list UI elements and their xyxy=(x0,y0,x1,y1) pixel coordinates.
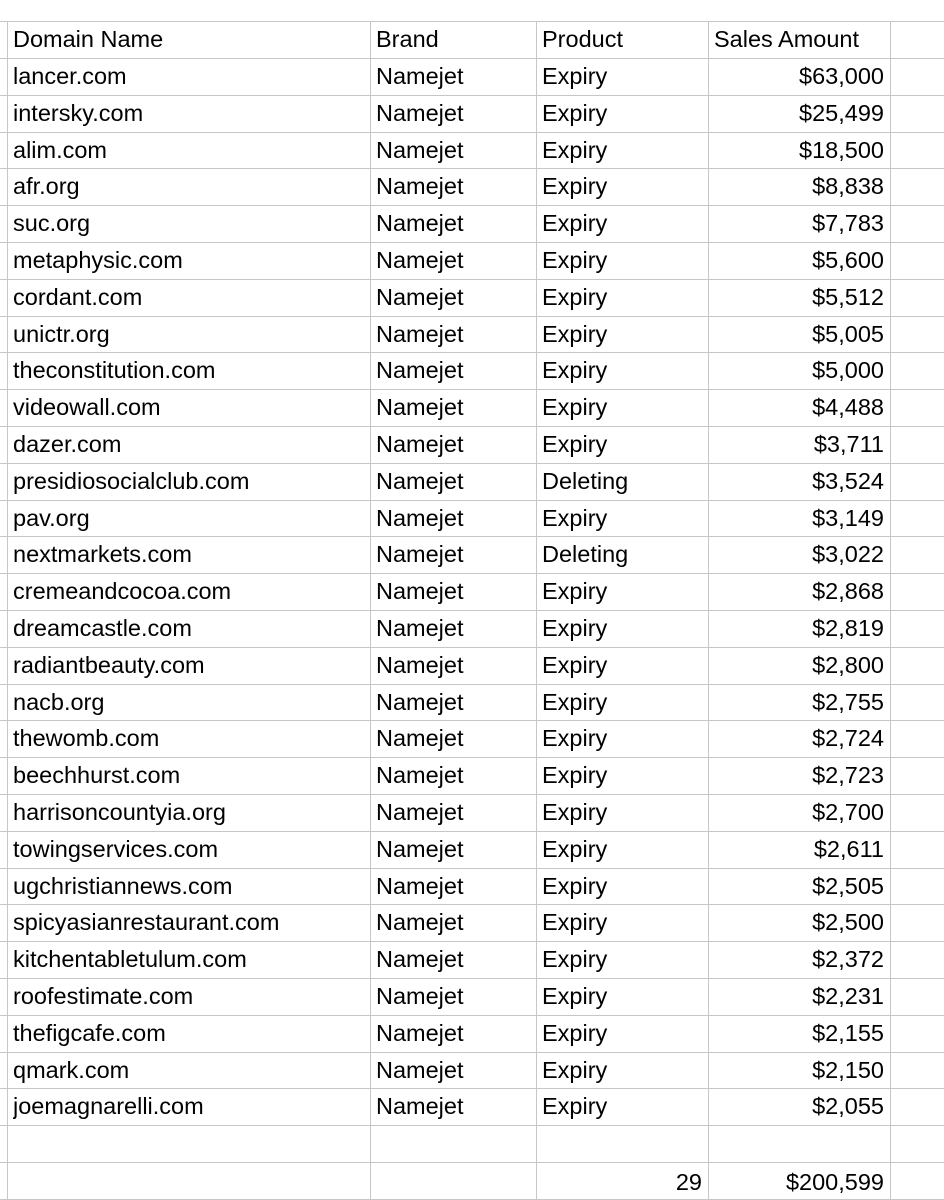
cell-domain-name[interactable]: lancer.com xyxy=(13,63,127,89)
cell-domain-name[interactable]: nacb.org xyxy=(13,689,105,715)
cell-brand[interactable]: Namejet xyxy=(376,100,464,126)
cell-brand[interactable]: Namejet xyxy=(376,652,464,678)
cell-domain-name[interactable]: alim.com xyxy=(13,137,108,163)
cell-domain-name[interactable]: cremeandcocoa.com xyxy=(13,578,232,604)
column-gridline xyxy=(370,21,371,1200)
cell-brand[interactable]: Namejet xyxy=(376,762,464,788)
cell-product[interactable]: Expiry xyxy=(542,137,608,163)
cell-sales-amount[interactable]: $2,505 xyxy=(812,873,884,899)
cell-domain-name[interactable]: cordant.com xyxy=(13,284,143,310)
cell-sales-amount[interactable]: $2,500 xyxy=(812,909,884,935)
cell-product[interactable]: Expiry xyxy=(542,725,608,751)
cell-product[interactable]: Expiry xyxy=(542,505,608,531)
row-gridline xyxy=(0,279,944,280)
cell-brand[interactable]: Namejet xyxy=(376,284,464,310)
cell-domain-name[interactable]: thefigcafe.com xyxy=(13,1020,166,1046)
cell-product[interactable]: Expiry xyxy=(542,689,608,715)
cell-sales-amount[interactable]: $2,723 xyxy=(812,762,884,788)
row-gridline xyxy=(0,426,944,427)
cell-brand[interactable]: Namejet xyxy=(376,946,464,972)
cell-sales-amount[interactable]: $7,783 xyxy=(812,210,884,236)
cell-sales-amount[interactable]: $2,055 xyxy=(812,1093,884,1119)
cell-product[interactable]: Expiry xyxy=(542,284,608,310)
cell-sales-amount[interactable]: $18,500 xyxy=(799,137,884,163)
cell-product[interactable]: Expiry xyxy=(542,983,608,1009)
cell-product[interactable]: Expiry xyxy=(542,946,608,972)
row-gridline xyxy=(0,316,944,317)
cell-sales-amount[interactable]: $2,755 xyxy=(812,689,884,715)
cell-domain-name[interactable]: towingservices.com xyxy=(13,836,219,862)
column-gridline xyxy=(536,21,537,1200)
cell-domain-name[interactable]: theconstitution.com xyxy=(13,357,216,383)
row-gridline xyxy=(0,95,944,96)
cell-brand[interactable]: Namejet xyxy=(376,689,464,715)
row-gridline xyxy=(0,647,944,648)
cell-domain-name[interactable]: ugchristiannews.com xyxy=(13,873,233,899)
cell-domain-name[interactable]: radiantbeauty.com xyxy=(13,652,205,678)
row-gridline xyxy=(0,242,944,243)
cell-domain-name[interactable]: harrisoncountyia.org xyxy=(13,799,226,825)
cell-product[interactable]: Expiry xyxy=(542,321,608,347)
cell-sales-amount[interactable]: $2,150 xyxy=(812,1057,884,1083)
column-gridline xyxy=(7,21,8,1200)
cell-domain-name[interactable]: metaphysic.com xyxy=(13,247,183,273)
cell-product[interactable]: Expiry xyxy=(542,615,608,641)
cell-sales-amount[interactable]: $2,868 xyxy=(812,578,884,604)
cell-product[interactable]: Expiry xyxy=(542,1093,608,1119)
cell-sales-amount[interactable]: $5,005 xyxy=(812,321,884,347)
cell-domain-name[interactable]: thewomb.com xyxy=(13,725,160,751)
cell-sales-amount[interactable]: $2,800 xyxy=(812,652,884,678)
cell-sales-amount[interactable]: $2,611 xyxy=(813,836,884,862)
cell-brand[interactable]: Namejet xyxy=(376,983,464,1009)
cell-product[interactable]: Expiry xyxy=(542,578,608,604)
row-gridline xyxy=(0,757,944,758)
cell-domain-name[interactable]: afr.org xyxy=(13,173,80,199)
cell-sales-amount[interactable]: $2,372 xyxy=(812,946,884,972)
cell-domain-name[interactable]: unictr.org xyxy=(13,321,110,347)
cell-brand[interactable]: Namejet xyxy=(376,63,464,89)
cell-product[interactable]: Expiry xyxy=(542,431,608,457)
row-gridline xyxy=(0,904,944,905)
row-gridline xyxy=(0,21,944,22)
row-gridline xyxy=(0,1162,944,1163)
cell-sales-amount[interactable]: $3,149 xyxy=(812,505,884,531)
cell-brand[interactable]: Namejet xyxy=(376,1020,464,1046)
cell-sales-amount[interactable]: $2,819 xyxy=(812,615,884,641)
header-brand[interactable]: Brand xyxy=(376,26,439,52)
cell-brand[interactable]: Namejet xyxy=(376,836,464,862)
cell-domain-name[interactable]: qmark.com xyxy=(13,1057,130,1083)
column-gridline xyxy=(708,21,709,1200)
cell-sales-amount[interactable]: $2,700 xyxy=(812,799,884,825)
cell-domain-name[interactable]: kitchentabletulum.com xyxy=(13,946,247,972)
cell-brand[interactable]: Namejet xyxy=(376,505,464,531)
header-domain-name[interactable]: Domain Name xyxy=(13,26,164,52)
row-gridline xyxy=(0,1088,944,1089)
cell-sales-amount[interactable]: $63,000 xyxy=(799,63,884,89)
cell-product[interactable]: Expiry xyxy=(542,210,608,236)
cell-brand[interactable]: Namejet xyxy=(376,909,464,935)
row-gridline xyxy=(0,1015,944,1016)
cell-product[interactable]: Expiry xyxy=(542,762,608,788)
cell-brand[interactable]: Namejet xyxy=(376,873,464,899)
column-gridline xyxy=(890,21,891,1200)
cell-product[interactable]: Expiry xyxy=(542,652,608,678)
cell-sales-amount[interactable]: $2,724 xyxy=(812,725,884,751)
row-gridline xyxy=(0,463,944,464)
total-sales-cell[interactable]: $200,599 xyxy=(785,1169,884,1195)
cell-brand[interactable]: Namejet xyxy=(376,1093,464,1119)
cell-brand[interactable]: Namejet xyxy=(376,137,464,163)
cell-product[interactable]: Expiry xyxy=(542,909,608,935)
cell-brand[interactable]: Namejet xyxy=(376,394,464,420)
row-gridline xyxy=(0,132,944,133)
cell-brand[interactable]: Namejet xyxy=(376,468,464,494)
cell-brand[interactable]: Namejet xyxy=(376,173,464,199)
cell-domain-name[interactable]: suc.org xyxy=(13,210,91,236)
cell-sales-amount[interactable]: $5,000 xyxy=(812,357,884,383)
cell-sales-amount[interactable]: $2,231 xyxy=(812,983,884,1009)
cell-sales-amount[interactable]: $5,512 xyxy=(812,284,884,310)
cell-domain-name[interactable]: joemagnarelli.com xyxy=(13,1093,204,1119)
row-gridline xyxy=(0,684,944,685)
row-gridline xyxy=(0,1125,944,1126)
row-gridline xyxy=(0,536,944,537)
cell-sales-amount[interactable]: $8,838 xyxy=(812,173,884,199)
cell-product[interactable]: Expiry xyxy=(542,1020,608,1046)
cell-brand[interactable]: Namejet xyxy=(376,321,464,347)
cell-brand[interactable]: Namejet xyxy=(376,799,464,825)
cell-sales-amount[interactable]: $2,155 xyxy=(812,1020,884,1046)
cell-product[interactable]: Expiry xyxy=(542,873,608,899)
row-gridline xyxy=(0,610,944,611)
row-gridline xyxy=(0,831,944,832)
cell-product[interactable]: Deleting xyxy=(542,468,629,494)
cell-sales-amount[interactable]: $5,600 xyxy=(812,247,884,273)
cell-brand[interactable]: Namejet xyxy=(376,1057,464,1083)
row-gridline xyxy=(0,573,944,574)
cell-domain-name[interactable]: spicyasianrestaurant.com xyxy=(13,909,280,935)
header-product[interactable]: Product xyxy=(542,26,623,52)
row-gridline xyxy=(0,794,944,795)
row-gridline xyxy=(0,941,944,942)
cell-product[interactable]: Expiry xyxy=(542,173,608,199)
cell-domain-name[interactable]: dazer.com xyxy=(13,431,122,457)
cell-product[interactable]: Expiry xyxy=(542,63,608,89)
cell-product[interactable]: Expiry xyxy=(542,100,608,126)
cell-product[interactable]: Expiry xyxy=(542,247,608,273)
cell-domain-name[interactable]: beechhurst.com xyxy=(13,762,181,788)
cell-brand[interactable]: Namejet xyxy=(376,357,464,383)
cell-sales-amount[interactable]: $4,488 xyxy=(812,394,884,420)
row-gridline xyxy=(0,58,944,59)
row-gridline xyxy=(0,500,944,501)
cell-brand[interactable]: Namejet xyxy=(376,725,464,751)
cell-brand[interactable]: Namejet xyxy=(376,247,464,273)
header-sales-amount[interactable]: Sales Amount xyxy=(714,26,860,52)
cell-domain-name[interactable]: intersky.com xyxy=(13,100,144,126)
cell-domain-name[interactable]: videowall.com xyxy=(13,394,161,420)
row-gridline xyxy=(0,205,944,206)
cell-domain-name[interactable]: dreamcastle.com xyxy=(13,615,192,641)
cell-product[interactable]: Deleting xyxy=(542,541,629,567)
row-gridline xyxy=(0,168,944,169)
row-gridline xyxy=(0,389,944,390)
cell-brand[interactable]: Namejet xyxy=(376,431,464,457)
cell-sales-amount[interactable]: $3,524 xyxy=(812,468,884,494)
cell-domain-name[interactable]: presidiosocialclub.com xyxy=(13,468,250,494)
cell-domain-name[interactable]: roofestimate.com xyxy=(13,983,194,1009)
cell-sales-amount[interactable]: $25,499 xyxy=(799,100,884,126)
row-gridline xyxy=(0,352,944,353)
row-gridline xyxy=(0,868,944,869)
total-count-cell[interactable]: 29 xyxy=(675,1169,702,1195)
cell-brand[interactable]: Namejet xyxy=(376,578,464,604)
cell-brand[interactable]: Namejet xyxy=(376,541,464,567)
cell-brand[interactable]: Namejet xyxy=(376,615,464,641)
cell-product[interactable]: Expiry xyxy=(542,394,608,420)
row-gridline xyxy=(0,978,944,979)
cell-sales-amount[interactable]: $3,711 xyxy=(813,431,884,457)
cell-product[interactable]: Expiry xyxy=(542,799,608,825)
cell-product[interactable]: Expiry xyxy=(542,1057,608,1083)
cell-domain-name[interactable]: pav.org xyxy=(13,505,90,531)
row-gridline xyxy=(0,720,944,721)
cell-product[interactable]: Expiry xyxy=(542,357,608,383)
row-gridline xyxy=(0,1052,944,1053)
cell-domain-name[interactable]: nextmarkets.com xyxy=(13,541,192,567)
cell-product[interactable]: Expiry xyxy=(542,836,608,862)
cell-sales-amount[interactable]: $3,022 xyxy=(812,541,884,567)
cell-brand[interactable]: Namejet xyxy=(376,210,464,236)
